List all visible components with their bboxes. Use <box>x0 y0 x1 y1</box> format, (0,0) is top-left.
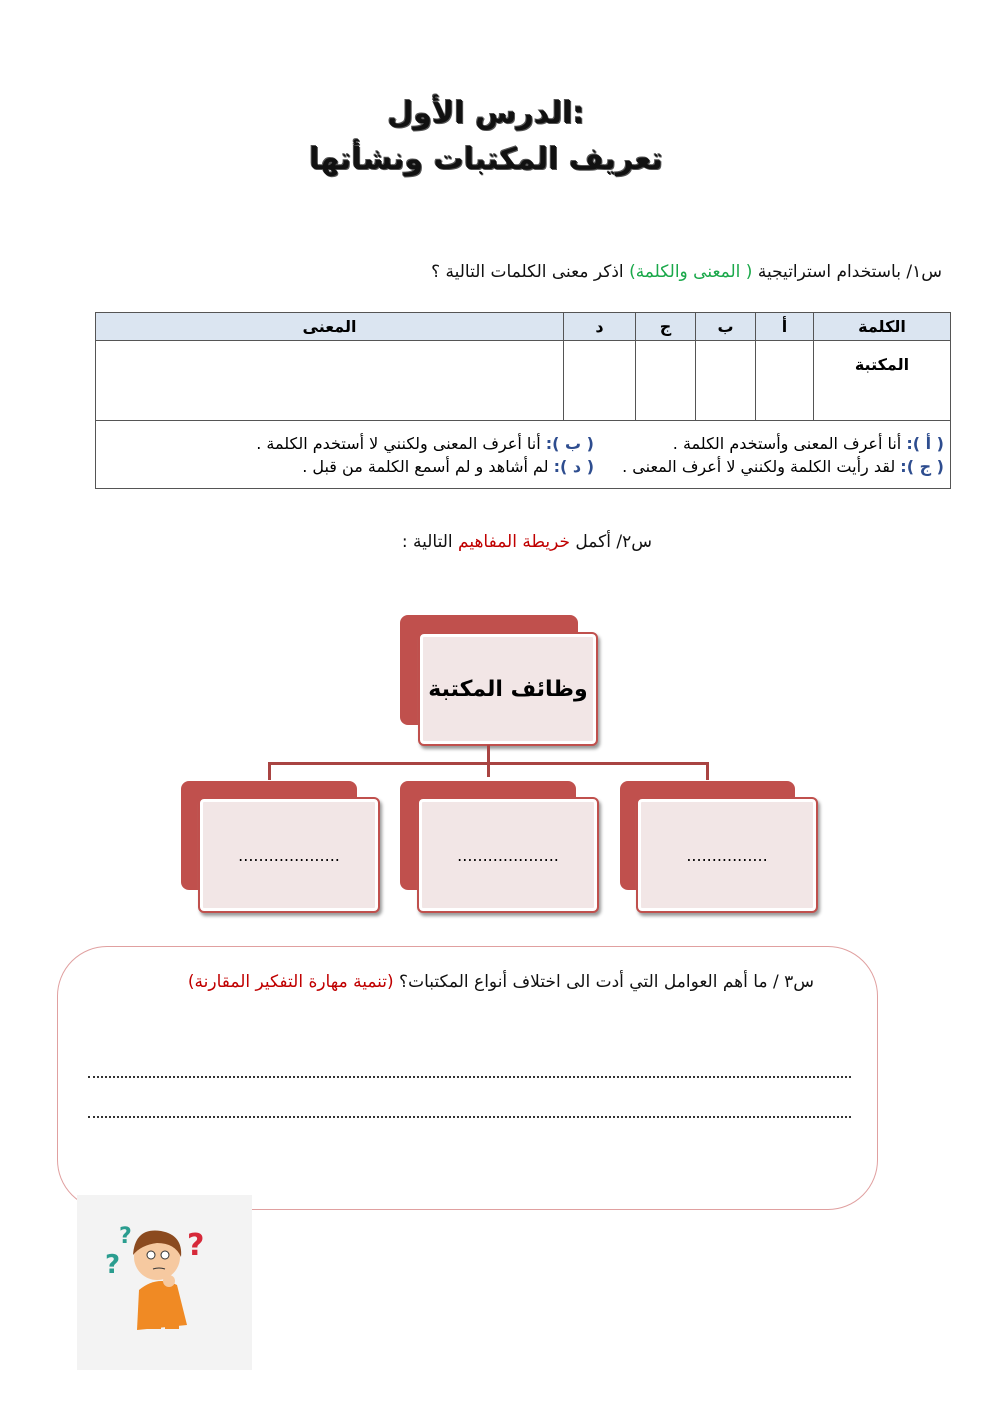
word-cell: المكتبة <box>814 341 951 421</box>
cell-c[interactable] <box>636 341 696 421</box>
legend-b <box>102 434 594 453</box>
question-3 <box>188 972 814 992</box>
svg-text:?: ? <box>119 1224 132 1249</box>
question-2 <box>402 532 652 552</box>
connector <box>487 745 490 777</box>
header-meaning: المعنى <box>96 313 564 341</box>
legend-d <box>102 457 594 476</box>
q1-strategy: ( المعنى والكلمة) <box>629 262 753 282</box>
q1-prefix: س١/ باستخدام استراتيجية <box>752 262 942 282</box>
q3-skill: (تنمية مهارة التفكير المقارنة) <box>187 972 394 992</box>
q2-suffix: التالية : <box>401 532 459 552</box>
q1-suffix: اذكر معنى الكلمات التالية ؟ <box>431 262 630 282</box>
child-node-3[interactable]: .................... <box>198 797 380 913</box>
question-1 <box>431 262 942 282</box>
connector <box>268 762 709 765</box>
legend-text: لقد رأيت الكلمة ولكنني لا أعرف المعنى . <box>622 456 901 476</box>
header-b: ب <box>696 313 756 341</box>
svg-text:?: ? <box>105 1250 121 1280</box>
table-header-row <box>96 313 951 341</box>
legend-c <box>594 457 944 476</box>
header-d: د <box>564 313 636 341</box>
header-a: أ <box>756 313 814 341</box>
svg-text:?: ? <box>187 1228 205 1263</box>
legend-text: أنا أعرف المعنى وأستخدم الكلمة . <box>672 433 907 453</box>
legend-key: ( د ): <box>553 456 594 476</box>
legend-text: لم أشاهد و لم أسمع الكلمة من قبل . <box>302 456 554 476</box>
header-c: ج <box>636 313 696 341</box>
header-word: الكلمة <box>814 313 951 341</box>
legend-text: أنا أعرف المعنى ولكنني لا أستخدم الكلمة . <box>256 433 546 453</box>
answer-line-2[interactable] <box>88 1116 851 1118</box>
legend-key: ( أ ): <box>906 433 944 453</box>
lesson-number: الدرس الأول: <box>387 96 585 131</box>
connector <box>706 762 709 780</box>
cell-a[interactable] <box>756 341 814 421</box>
meaning-cell[interactable] <box>96 341 564 421</box>
cell-b[interactable] <box>696 341 756 421</box>
root-node: وظائف المكتبة <box>418 632 598 746</box>
q2-prefix: س٢/ أكمل <box>570 532 652 552</box>
q3-text: س٣ / ما أهم العوامل التي أدت الى اختلاف أنواع المكتبات؟ <box>393 972 814 992</box>
legend-a <box>594 434 944 453</box>
cell-d[interactable] <box>564 341 636 421</box>
lesson-title: تعريف المكتبات ونشأتها <box>309 142 663 177</box>
answer-line-1[interactable] <box>88 1076 851 1078</box>
connector <box>268 762 271 780</box>
thinking-boy-icon <box>77 1195 252 1370</box>
thinking-boy-image <box>77 1195 252 1370</box>
q2-highlight: خريطة المفاهيم <box>458 532 571 552</box>
child-node-2[interactable]: .................... <box>417 797 599 913</box>
table-row <box>96 341 951 421</box>
legend-key: ( ج ): <box>900 456 944 476</box>
legend-row <box>96 421 951 489</box>
legend-key: ( ب ): <box>545 433 594 453</box>
child-node-1[interactable]: ................ <box>636 797 818 913</box>
vocabulary-table <box>95 312 951 489</box>
